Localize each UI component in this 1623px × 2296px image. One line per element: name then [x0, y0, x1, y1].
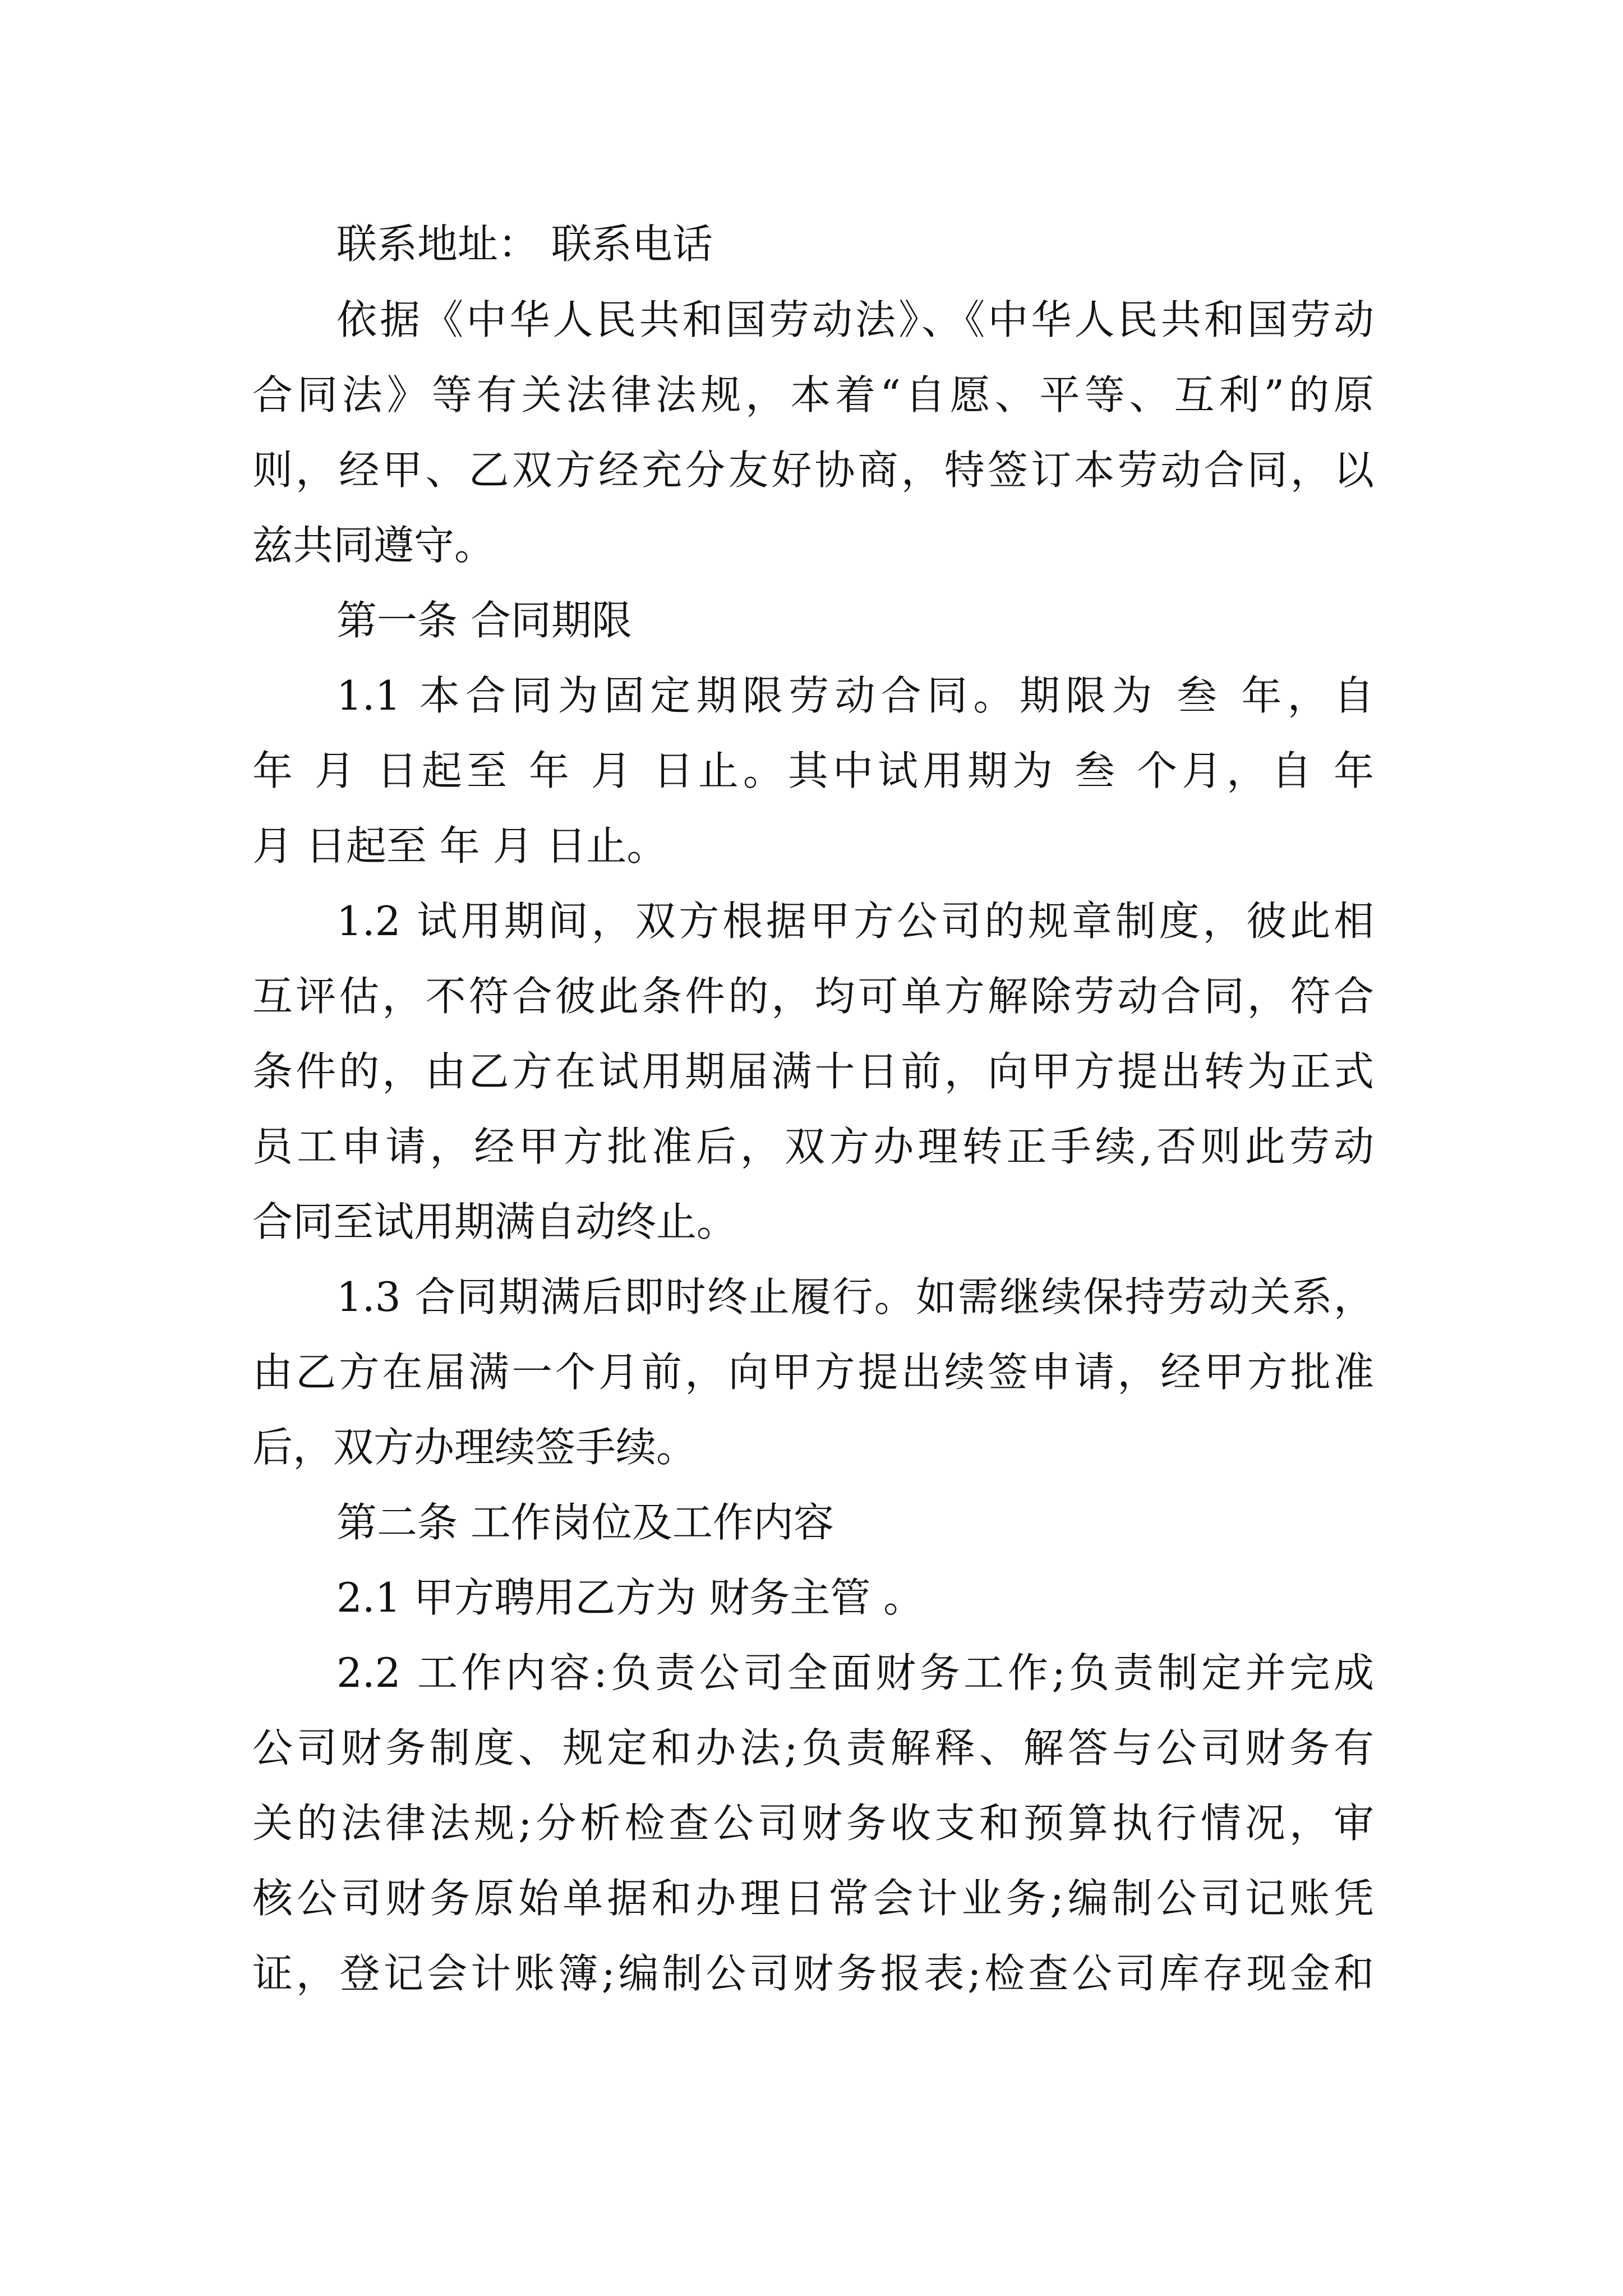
paragraph-line: 1.3 合同期满后即时终止履行。如需继续保持劳动关系， [336, 1273, 1374, 1320]
paragraph-line: 核公司财务原始单据和办理日常会计业务;编制公司记账凭 [252, 1875, 1374, 1922]
paragraph-line: 1.2 试用期间，双方根据甲方公司的规章制度，彼此相 [336, 898, 1374, 945]
contact-line: 联系地址： 联系电话 [336, 220, 713, 268]
paragraph-line: 后，双方办理续签手续。 [252, 1424, 697, 1471]
paragraph-line: 年 月 日起至 年 月 日止。其中试用期为 叁 个月，自 年 [252, 747, 1374, 794]
section-heading: 第一条 合同期限 [336, 597, 632, 644]
paragraph-line: 合同至试用期满自动终止。 [252, 1198, 737, 1245]
paragraph-line: 则，经甲、乙双方经充分友好协商，特签订本劳动合同，以 [252, 447, 1374, 494]
paragraph-line: 依据《中华人民共和国劳动法》、《中华人民共和国劳动 [336, 296, 1374, 343]
paragraph-line: 关的法律法规;分析检查公司财务收支和预算执行情况，审 [252, 1800, 1374, 1847]
paragraph-line: 证，登记会计账簿;编制公司财务报表;检查公司库存现金和 [252, 1950, 1374, 1997]
paragraph-line: 公司财务制度、规定和办法;负责解释、解答与公司财务有 [252, 1724, 1374, 1772]
paragraph-line: 互评估，不符合彼此条件的，均可单方解除劳动合同，符合 [252, 973, 1374, 1020]
paragraph-line: 2.1 甲方聘用乙方为 财务主管 。 [336, 1574, 924, 1621]
paragraph-line: 员工申请，经甲方批准后，双方办理转正手续,否则此劳动 [252, 1123, 1374, 1170]
paragraph-line: 1.1 本合同为固定期限劳动合同。期限为 叁 年，自 [336, 672, 1374, 719]
paragraph-line: 月 日起至 年 月 日止。 [252, 822, 667, 869]
paragraph-line: 合同法》等有关法律法规，本着“自愿、平等、互利”的原 [252, 371, 1374, 418]
paragraph-line: 由乙方在届满一个月前，向甲方提出续签申请，经甲方批准 [252, 1349, 1374, 1396]
section-heading: 第二条 工作岗位及工作内容 [336, 1499, 834, 1546]
paragraph-line: 兹共同遵守。 [252, 522, 495, 569]
paragraph-line: 条件的，由乙方在试用期届满十日前，向甲方提出转为正式 [252, 1048, 1374, 1095]
paragraph-line: 2.2 工作内容:负责公司全面财务工作;负责制定并完成 [336, 1649, 1374, 1696]
